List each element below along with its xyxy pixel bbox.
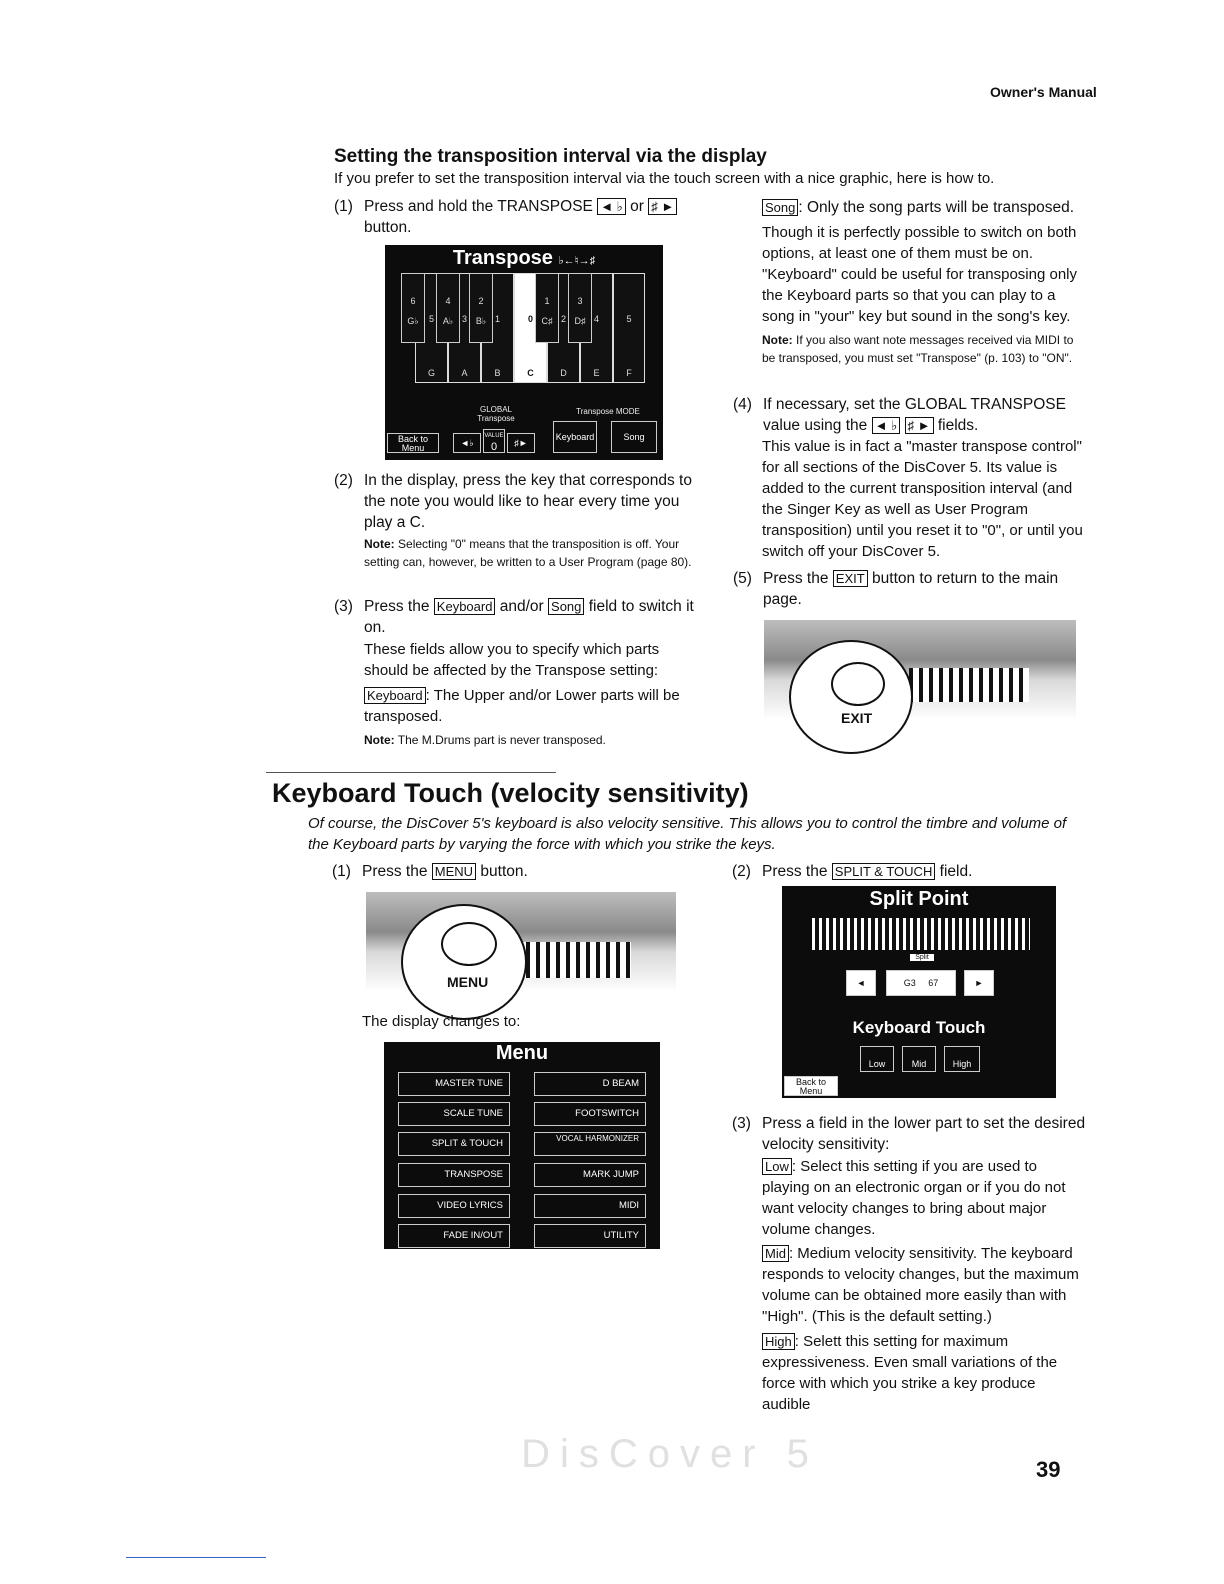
split-keyboard[interactable] xyxy=(812,918,1030,950)
menu-label: MENU xyxy=(447,974,489,990)
display-changes-text: The display changes to: xyxy=(362,1013,521,1030)
global-flat-field: ◄ ♭ xyxy=(872,417,901,434)
divider xyxy=(266,772,556,773)
note-text: The M.Drums part is never transposed. xyxy=(397,733,606,747)
menu-master-tune[interactable]: MASTER TUNE xyxy=(398,1072,510,1096)
song-box: Song xyxy=(762,199,798,216)
note-selection xyxy=(364,535,694,571)
transpose-screen-title xyxy=(385,247,663,270)
step-text: field to switch it on. xyxy=(364,598,694,636)
step-3 xyxy=(334,596,694,638)
menu-scale-tune[interactable]: SCALE TUNE xyxy=(398,1102,510,1126)
global-transpose-value: 0 xyxy=(490,441,498,453)
step-text: button. xyxy=(480,863,528,880)
touch-mid-button[interactable]: Mid xyxy=(902,1046,936,1072)
menu-video-lyrics[interactable]: VIDEO LYRICS xyxy=(398,1194,510,1218)
step-5 xyxy=(733,568,1088,610)
white-key[interactable]: 5 G xyxy=(415,273,448,383)
step-text: Press the xyxy=(362,863,428,880)
global-sharp-field: ♯ ► xyxy=(905,417,934,434)
white-key[interactable]: 4 E xyxy=(580,273,613,383)
global-sharp-button[interactable]: ♯► xyxy=(507,433,535,453)
note-text: Selecting "0" means that the transposition is off. Your setting can, however, be written to a User Program (page 80). xyxy=(364,537,692,569)
split-left-button[interactable]: ◄ xyxy=(846,970,876,996)
faded-logo: DisCover 5 xyxy=(521,1432,819,1476)
transpose-mode-label: Transpose MODE xyxy=(576,407,640,416)
keyboard-definition xyxy=(364,685,694,727)
step-text: Press and hold the TRANSPOSE xyxy=(364,198,593,215)
note-mdrums xyxy=(364,731,694,749)
mid-box: Mid xyxy=(762,1245,789,1262)
footnote-rule xyxy=(126,1557,266,1558)
menu-footswitch[interactable]: FOOTSWITCH xyxy=(534,1102,646,1126)
note-text: If you also want note messages received via MIDI to be transposed, you must set "Transpose" (p. 103) to "ON". xyxy=(762,333,1074,365)
keyboard-keys-image xyxy=(909,668,1029,702)
step3-paragraph: These fields allow you to specify which parts should be affected by the Transpose setting: xyxy=(364,641,660,679)
note-label: Note: xyxy=(364,733,395,747)
step-text: and/or xyxy=(499,598,544,615)
split-note-number: 67 xyxy=(928,978,939,988)
screen-title-text: Transpose xyxy=(452,247,553,269)
song-paragraph: Though it is perfectly possible to switch on both options, at least one of them must be on. "Keyboard" could be useful for transposing only the Keyboard parts so that you can play to a song in "your" key but sound in the song's key. xyxy=(762,224,1078,325)
back-to-menu-button[interactable]: Back to Menu xyxy=(784,1076,838,1096)
transpose-symbol: ♭←♮→♯ xyxy=(558,255,596,267)
menu-mark-jump[interactable]: MARK JUMP xyxy=(534,1163,646,1187)
section-intro: If you prefer to set the transposition interval via the touch screen with a nice graphic, here is how to. xyxy=(334,170,995,187)
high-box: High xyxy=(762,1333,795,1350)
note-label: Note: xyxy=(364,537,395,551)
touch-step-2 xyxy=(732,861,1092,882)
exit-button-label: EXIT xyxy=(833,570,868,587)
menu-button-label: MENU xyxy=(432,863,476,880)
step-4 xyxy=(733,394,1088,436)
black-key[interactable]: 4 A♭ xyxy=(436,273,460,343)
menu-screen xyxy=(384,1042,660,1249)
step4-paragraph: This value is in fact a "master transpose control" for all sections of the DisCover 5. Its value is added to the current transposition interval (and the Singer Key as well as User Program transposition) until you reset it to "0", or until you switch off your DisCover 5. xyxy=(762,438,1083,560)
running-title: Owner's Manual xyxy=(990,84,1097,100)
step-number: (1) xyxy=(334,198,353,215)
black-key[interactable]: 3 D♯ xyxy=(568,273,592,343)
step-number: (2) xyxy=(732,863,751,880)
step-text: Press the xyxy=(762,863,828,880)
split-note-display xyxy=(886,970,956,996)
white-key[interactable]: 5 F xyxy=(613,273,645,383)
menu-vocal-harmonizer[interactable]: VOCAL HARMONIZER xyxy=(534,1132,646,1156)
definition-text: : The Upper and/or Lower parts will be transposed. xyxy=(364,687,680,725)
step-text: Press the xyxy=(364,598,430,615)
black-key[interactable]: 1 C♯ xyxy=(535,273,559,343)
black-key[interactable]: 2 B♭ xyxy=(469,273,493,343)
exit-label: EXIT xyxy=(841,710,873,726)
step-number: (3) xyxy=(732,1115,751,1132)
transpose-flat-button: ◄ ♭ xyxy=(597,198,626,215)
step-number: (1) xyxy=(332,863,351,880)
keyboard-touch-title: Keyboard Touch xyxy=(852,1018,986,1037)
transpose-screen xyxy=(385,245,663,460)
step-text: If necessary, set the GLOBAL TRANSPOSE value using the xyxy=(763,396,1066,434)
back-to-menu-button[interactable]: Back to Menu xyxy=(387,433,439,453)
song-definition xyxy=(762,197,1082,218)
black-key[interactable]: 6 G♭ xyxy=(401,273,425,343)
exit-button-photo xyxy=(764,620,1076,726)
step-text: button. xyxy=(364,219,412,236)
low-box: Low xyxy=(762,1158,792,1175)
touch-low-button[interactable]: Low xyxy=(860,1046,894,1072)
step-text: fields. xyxy=(937,417,979,434)
step-text: Press the xyxy=(763,570,829,587)
definition-text: : Medium velocity sensitivity. The keyboard responds to velocity changes, but the maximum volume can be obtained more easily than with "High". (This is the default setting.) xyxy=(762,1245,1079,1325)
step-text: button to return to the main page. xyxy=(763,570,1059,608)
page-number: 39 xyxy=(1036,1457,1061,1482)
finger-icon xyxy=(831,662,885,706)
high-definition xyxy=(762,1331,1082,1415)
touch-step-3 xyxy=(732,1113,1092,1155)
menu-utility[interactable]: UTILITY xyxy=(534,1224,646,1248)
split-touch-screen xyxy=(782,886,1056,1098)
split-note-name: G3 xyxy=(903,978,916,988)
menu-midi[interactable]: MIDI xyxy=(534,1194,646,1218)
menu-screen-title: Menu xyxy=(495,1042,549,1064)
step-number: (5) xyxy=(733,570,752,587)
finger-callout xyxy=(401,904,527,1020)
finger-callout xyxy=(789,640,913,754)
section2-intro: Of course, the DisCover 5's keyboard is also velocity sensitive. This allows you to control the timbre and volume of the Keyboard parts by varying the force with which you strike the keys. xyxy=(308,815,1067,853)
section-heading-transpose: Setting the transposition interval via the display xyxy=(334,146,767,167)
keyboard-box: Keyboard xyxy=(364,687,426,704)
menu-button-photo xyxy=(366,892,676,992)
keyboard-field-label: Keyboard xyxy=(434,598,496,615)
step-number: (3) xyxy=(334,598,353,615)
low-definition xyxy=(762,1156,1082,1240)
split-marker: Split xyxy=(910,954,934,961)
mid-definition xyxy=(762,1243,1084,1327)
definition-text: : Select this setting if you are used to playing on an electronic organ or if you do not want velocity changes to bring about major volume changes. xyxy=(762,1158,1066,1238)
global-transpose-label: GLOBAL Transpose xyxy=(477,405,515,423)
step-2 xyxy=(334,470,694,533)
step-text: In the display, press the key that corresponds to the note you would like to hear every time you play a C. xyxy=(364,472,692,531)
split-touch-label: SPLIT & TOUCH xyxy=(832,863,936,880)
keyboard-transpose-button[interactable]: Keyboard xyxy=(553,421,597,453)
definition-text: : Only the song parts will be transposed. xyxy=(798,199,1075,216)
menu-transpose[interactable]: TRANSPOSE xyxy=(398,1163,510,1187)
menu-split-touch[interactable]: SPLIT & TOUCH xyxy=(398,1132,510,1156)
step-number: (2) xyxy=(334,472,353,489)
white-key[interactable]: 1 B xyxy=(481,273,514,383)
touch-high-button[interactable]: High xyxy=(944,1046,980,1072)
song-transpose-button[interactable]: Song xyxy=(611,421,657,453)
step-number: (4) xyxy=(733,396,752,413)
step-text: field. xyxy=(939,863,973,880)
global-value-field xyxy=(483,429,505,453)
transpose-sharp-button: ♯ ► xyxy=(648,198,677,215)
step-1 xyxy=(334,196,694,238)
note-label: Note: xyxy=(762,333,793,347)
global-flat-button[interactable]: ◄♭ xyxy=(453,433,481,453)
white-key[interactable]: 2 D xyxy=(547,273,580,383)
transpose-keyboard xyxy=(407,273,645,383)
step-text: or xyxy=(630,198,644,215)
finger-icon xyxy=(441,922,497,966)
step-text: Press a field in the lower part to set the desired velocity sensitivity: xyxy=(762,1115,1086,1153)
menu-d-beam[interactable]: D BEAM xyxy=(534,1072,646,1096)
definition-text: : Selett this setting for maximum expressiveness. Even small variations of the force with which you strike a key produce audible xyxy=(762,1333,1058,1413)
white-key[interactable]: 3 A xyxy=(448,273,481,383)
split-point-title: Split Point xyxy=(869,888,969,910)
split-right-button[interactable]: ► xyxy=(964,970,994,996)
note-midi xyxy=(762,331,1082,367)
section-heading-touch: Keyboard Touch (velocity sensitivity) xyxy=(272,778,749,808)
menu-fade-in-out[interactable]: FADE IN/OUT xyxy=(398,1224,510,1248)
white-key-selected[interactable]: 0 C xyxy=(514,273,547,383)
song-field-label: Song xyxy=(548,598,584,615)
touch-step-1 xyxy=(332,861,692,882)
value-label: VALUE xyxy=(484,433,504,439)
